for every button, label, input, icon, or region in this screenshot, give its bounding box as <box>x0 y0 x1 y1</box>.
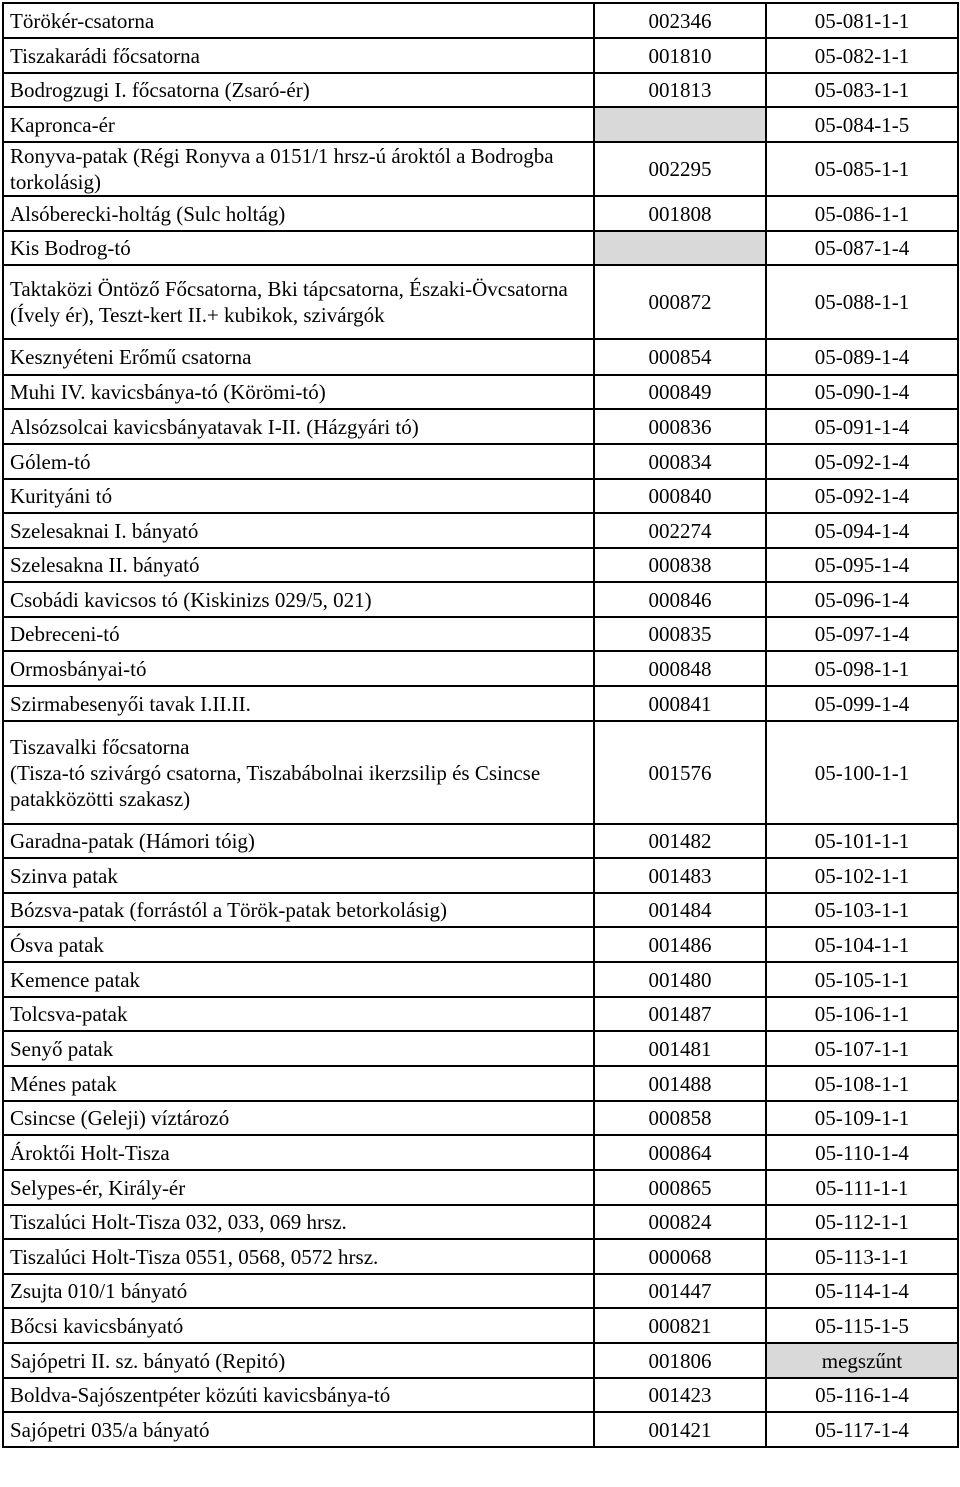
table-row <box>3 73 958 107</box>
water-body-name-cell: Szelesakna II. bányató <box>3 548 594 582</box>
water-body-id-cell: 05-107-1-1 <box>766 1031 958 1066</box>
water-body-id-cell: 05-116-1-4 <box>766 1378 958 1412</box>
water-body-code-cell: 000836 <box>594 409 766 444</box>
water-body-id-cell: 05-088-1-1 <box>766 265 958 339</box>
water-body-code-cell: 000821 <box>594 1308 766 1343</box>
water-body-name-cell: Csobádi kavicsos tó (Kiskinizs 029/5, 021) <box>3 582 594 617</box>
water-body-code-cell: 001480 <box>594 962 766 997</box>
water-body-id-cell: 05-108-1-1 <box>766 1066 958 1101</box>
table-row <box>3 1378 958 1412</box>
water-body-name-cell: Boldva-Sajószentpéter közúti kavicsbánya-tó <box>3 1378 594 1412</box>
water-body-id-cell: 05-083-1-1 <box>766 73 958 107</box>
water-body-id-cell: 05-084-1-5 <box>766 107 958 142</box>
water-body-name-cell: Gólem-tó <box>3 444 594 479</box>
water-body-code-cell: 001421 <box>594 1412 766 1447</box>
water-body-id-cell: 05-104-1-1 <box>766 927 958 962</box>
water-body-id-cell: 05-095-1-4 <box>766 548 958 582</box>
water-body-id-cell: 05-097-1-4 <box>766 617 958 651</box>
table-row <box>3 1031 958 1066</box>
water-body-name-cell: Alsózsolcai kavicsbányatavak I-II. (Házgyári tó) <box>3 409 594 444</box>
table-row <box>3 686 958 721</box>
water-body-id-cell: 05-113-1-1 <box>766 1239 958 1274</box>
water-body-id-cell: 05-105-1-1 <box>766 962 958 997</box>
table-row <box>3 1066 958 1101</box>
water-body-code-cell: 000841 <box>594 686 766 721</box>
water-body-name-cell: Selypes-ér, Király-ér <box>3 1170 594 1205</box>
water-body-name-cell: Kis Bodrog-tó <box>3 231 594 265</box>
water-body-id-cell: megszűnt <box>766 1343 958 1378</box>
water-body-name-cell: Ronyva-patak (Régi Ronyva a 0151/1 hrsz-ú ároktól a Bodrogba torkolásig) <box>3 142 594 196</box>
water-body-code-cell: 000865 <box>594 1170 766 1205</box>
table-row <box>3 927 958 962</box>
table-row <box>3 479 958 513</box>
water-body-id-cell: 05-086-1-1 <box>766 196 958 231</box>
water-body-name-cell: Debreceni-tó <box>3 617 594 651</box>
water-body-code-cell: 001482 <box>594 824 766 858</box>
water-body-code-cell: 001447 <box>594 1274 766 1308</box>
table-row <box>3 231 958 265</box>
water-body-code-cell: 001806 <box>594 1343 766 1378</box>
water-body-code-cell: 001483 <box>594 858 766 893</box>
water-body-name-cell: Sajópetri 035/a bányató <box>3 1412 594 1447</box>
water-body-code-cell: 002295 <box>594 142 766 196</box>
water-body-code-cell: 001488 <box>594 1066 766 1101</box>
table-row <box>3 548 958 582</box>
water-body-name-cell: Garadna-patak (Hámori tóig) <box>3 824 594 858</box>
water-body-name-cell: Törökér-csatorna <box>3 3 594 38</box>
water-body-name-cell: Ósva patak <box>3 927 594 962</box>
water-body-id-cell: 05-081-1-1 <box>766 3 958 38</box>
water-body-id-cell: 05-112-1-1 <box>766 1205 958 1239</box>
water-body-register-table <box>2 2 959 1448</box>
water-body-name-cell: Ormosbányai-tó <box>3 651 594 686</box>
table-row <box>3 38 958 73</box>
table-row <box>3 651 958 686</box>
table-row <box>3 142 958 196</box>
water-body-id-cell: 05-114-1-4 <box>766 1274 958 1308</box>
table-row <box>3 824 958 858</box>
water-body-code-cell: 001481 <box>594 1031 766 1066</box>
water-body-name-cell: Tolcsva-patak <box>3 997 594 1031</box>
water-body-name-cell: Szelesaknai I. bányató <box>3 513 594 548</box>
table-row <box>3 3 958 38</box>
water-body-code-cell: 000849 <box>594 375 766 409</box>
water-body-code-cell: 001484 <box>594 893 766 927</box>
water-body-id-cell: 05-111-1-1 <box>766 1170 958 1205</box>
water-body-code-cell: 000840 <box>594 479 766 513</box>
water-body-code-cell: 002346 <box>594 3 766 38</box>
water-body-id-cell: 05-085-1-1 <box>766 142 958 196</box>
table-body <box>3 3 958 1447</box>
water-body-id-cell: 05-117-1-4 <box>766 1412 958 1447</box>
water-body-id-cell: 05-109-1-1 <box>766 1101 958 1135</box>
water-body-code-cell: 000848 <box>594 651 766 686</box>
water-body-code-cell: 001813 <box>594 73 766 107</box>
water-body-id-cell: 05-115-1-5 <box>766 1308 958 1343</box>
table-row <box>3 721 958 824</box>
water-body-id-cell: 05-099-1-4 <box>766 686 958 721</box>
water-body-name-cell: Zsujta 010/1 bányató <box>3 1274 594 1308</box>
water-body-name-cell: Tiszalúci Holt-Tisza 032, 033, 069 hrsz. <box>3 1205 594 1239</box>
water-body-id-cell: 05-092-1-4 <box>766 479 958 513</box>
water-body-name-cell: Kurityáni tó <box>3 479 594 513</box>
water-body-name-cell: Tiszavalki főcsatorna (Tisza-tó szivárgó csatorna, Tiszabábolnai ikerzsilip és Csincse patakközötti szakasz) <box>3 721 594 824</box>
table-row <box>3 1135 958 1170</box>
water-body-name-cell: Kapronca-ér <box>3 107 594 142</box>
water-body-name-cell: Tiszalúci Holt-Tisza 0551, 0568, 0572 hrsz. <box>3 1239 594 1274</box>
water-body-code-cell: 000854 <box>594 339 766 375</box>
water-body-id-cell: 05-082-1-1 <box>766 38 958 73</box>
water-body-id-cell: 05-092-1-4 <box>766 444 958 479</box>
water-body-name-cell: Szinva patak <box>3 858 594 893</box>
table-row <box>3 1170 958 1205</box>
water-body-id-cell: 05-101-1-1 <box>766 824 958 858</box>
water-body-id-cell: 05-091-1-4 <box>766 409 958 444</box>
table-row <box>3 617 958 651</box>
water-body-code-cell: 001487 <box>594 997 766 1031</box>
water-body-id-cell: 05-100-1-1 <box>766 721 958 824</box>
water-body-code-cell: 000858 <box>594 1101 766 1135</box>
water-body-name-cell: Csincse (Geleji) víztározó <box>3 1101 594 1135</box>
water-body-id-cell: 05-090-1-4 <box>766 375 958 409</box>
water-body-name-cell: Kesznyéteni Erőmű csatorna <box>3 339 594 375</box>
table-row <box>3 997 958 1031</box>
table-row <box>3 582 958 617</box>
water-body-code-cell: 001808 <box>594 196 766 231</box>
table-row <box>3 444 958 479</box>
water-body-id-cell: 05-102-1-1 <box>766 858 958 893</box>
table-row <box>3 1239 958 1274</box>
table-row <box>3 265 958 339</box>
table-row <box>3 1205 958 1239</box>
table-row <box>3 962 958 997</box>
water-body-name-cell: Bőcsi kavicsbányató <box>3 1308 594 1343</box>
table-row <box>3 1308 958 1343</box>
water-body-code-cell: 000838 <box>594 548 766 582</box>
table-row <box>3 196 958 231</box>
table-row <box>3 893 958 927</box>
water-body-id-cell: 05-094-1-4 <box>766 513 958 548</box>
water-body-code-cell: 000872 <box>594 265 766 339</box>
water-body-code-cell: 001486 <box>594 927 766 962</box>
water-body-id-cell: 05-089-1-4 <box>766 339 958 375</box>
water-body-code-cell: 000834 <box>594 444 766 479</box>
water-body-name-cell: Sajópetri II. sz. bányató (Repitó) <box>3 1343 594 1378</box>
water-body-name-cell: Szirmabesenyői tavak I.II.II. <box>3 686 594 721</box>
table-row <box>3 1101 958 1135</box>
water-body-id-cell: 05-087-1-4 <box>766 231 958 265</box>
water-body-name-cell: Bózsva-patak (forrástól a Török-patak betorkolásig) <box>3 893 594 927</box>
table-row <box>3 1412 958 1447</box>
water-body-id-cell: 05-110-1-4 <box>766 1135 958 1170</box>
water-body-code-cell: 000835 <box>594 617 766 651</box>
water-body-code-cell: 001423 <box>594 1378 766 1412</box>
water-body-id-cell: 05-098-1-1 <box>766 651 958 686</box>
water-body-name-cell: Muhi IV. kavicsbánya-tó (Körömi-tó) <box>3 375 594 409</box>
table-row <box>3 107 958 142</box>
table-row <box>3 1343 958 1378</box>
water-body-code-cell: 000068 <box>594 1239 766 1274</box>
water-body-id-cell: 05-106-1-1 <box>766 997 958 1031</box>
water-body-code-cell: 000864 <box>594 1135 766 1170</box>
water-body-name-cell: Ároktői Holt-Tisza <box>3 1135 594 1170</box>
water-body-name-cell: Ménes patak <box>3 1066 594 1101</box>
water-body-name-cell: Tiszakarádi főcsatorna <box>3 38 594 73</box>
water-body-name-cell: Kemence patak <box>3 962 594 997</box>
water-body-id-cell: 05-096-1-4 <box>766 582 958 617</box>
water-body-code-cell: 000824 <box>594 1205 766 1239</box>
water-body-name-cell: Bodrogzugi I. főcsatorna (Zsaró-ér) <box>3 73 594 107</box>
table-row <box>3 513 958 548</box>
water-body-code-cell: 001576 <box>594 721 766 824</box>
table-row <box>3 375 958 409</box>
water-body-name-cell: Senyő patak <box>3 1031 594 1066</box>
water-body-code-cell <box>594 231 766 265</box>
table-row <box>3 1274 958 1308</box>
water-body-code-cell: 000846 <box>594 582 766 617</box>
table-row <box>3 858 958 893</box>
water-body-code-cell: 002274 <box>594 513 766 548</box>
water-body-name-cell: Alsóberecki-holtág (Sulc holtág) <box>3 196 594 231</box>
water-body-code-cell: 001810 <box>594 38 766 73</box>
water-body-id-cell: 05-103-1-1 <box>766 893 958 927</box>
water-body-name-cell: Taktaközi Öntöző Főcsatorna, Bki tápcsatorna, Északi-Övcsatorna (Ívely ér), Teszt-kert II.+ kubikok, szivárgók <box>3 265 594 339</box>
table-row <box>3 339 958 375</box>
table-row <box>3 409 958 444</box>
water-body-code-cell <box>594 107 766 142</box>
